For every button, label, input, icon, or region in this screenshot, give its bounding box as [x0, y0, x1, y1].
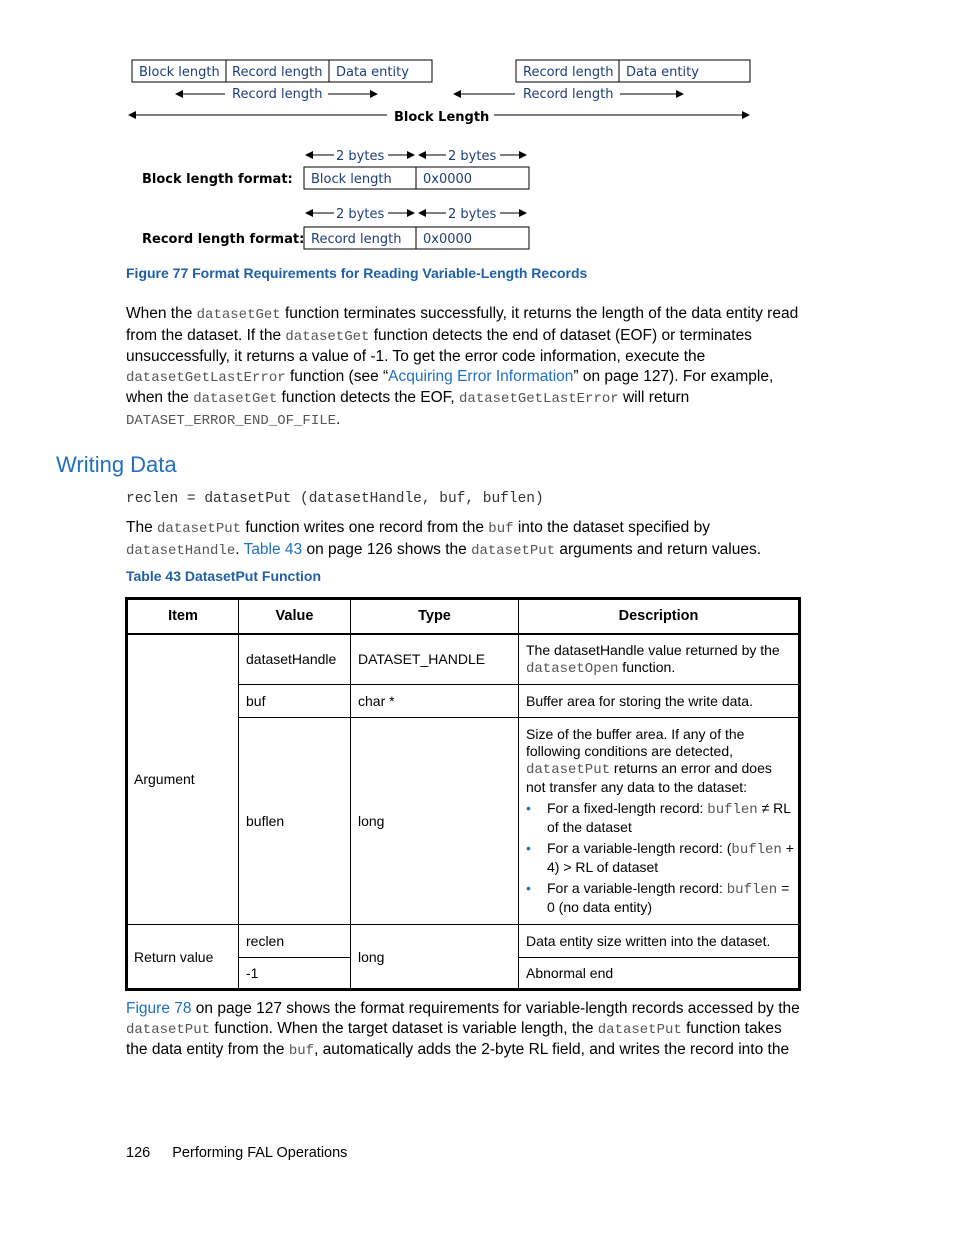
desc-reclen: Data entity size written into the dataset. [526, 933, 771, 949]
desc-buf: Buffer area for storing the write data. [526, 693, 753, 709]
block-format-cell-2: 0x0000 [423, 172, 473, 187]
desc-datasethandle: The datasetHandle value returned by the datasetOpen function. [526, 642, 780, 677]
type-long: long [358, 813, 385, 829]
item-return-value: Return value [134, 949, 214, 965]
header-description: Description [618, 608, 699, 624]
link-acquiring-error-information[interactable]: Acquiring Error Information [388, 367, 574, 385]
link-figure-78[interactable]: Figure 78 [126, 1000, 192, 1017]
box-record-length: Record length [232, 65, 323, 80]
record-format-cell-1: Record length [311, 232, 402, 247]
record-format-cell-2: 0x0000 [423, 232, 473, 247]
bytes-label-1b: 2 bytes [448, 149, 497, 164]
bytes-label-2a: 2 bytes [336, 207, 385, 222]
record-length-format-label: Record length format: [142, 232, 305, 247]
desc-buflen: Size of the buffer area. If any of the following conditions are detected, datasetPut returns an error and does not transfer any data to the dataset: • For a fixed-length record: buflen ≠ RL of the dataset • For a variable-length record: (buflen + 4) > RL of dataset • For a variable-length record: buflen = 0 (no data entity) [526, 726, 794, 916]
item-argument: Argument [134, 771, 195, 787]
value-datasethandle: datasetHandle [246, 651, 337, 667]
code-signature: reclen = datasetPut (datasetHandle, buf, buflen) [126, 491, 544, 507]
header-type: Type [418, 608, 451, 624]
paragraph-datasetget: When the datasetGet function terminates successfully, it returns the length of the data entity read from the dataset. If the datasetGet function detects the end of dataset (EOF) or terminates unsuccessfully, it returns a value of -1. To get the error code information, execute the datasetGetLastError function (see “Acquiring Error Information” on page 127). For example, when the datasetGet function detects the EOF, datasetGetLastError will return DATASET_ERROR_END_OF_FILE. [126, 305, 799, 429]
box-block-length: Block length [139, 65, 220, 80]
block-length-format-label: Block length format: [142, 172, 293, 187]
desc-abnormal-end: Abnormal end [526, 965, 614, 981]
bytes-label-1a: 2 bytes [336, 149, 385, 164]
value-buf: buf [246, 693, 266, 709]
bullet-variable-length-rl: • For a variable-length record: (buflen + 4) > RL of dataset [526, 840, 794, 876]
paragraph-datasetput: The datasetPut function writes one record from the buf into the dataset specified by datasetHandle. Table 43 on page 126 shows the datasetPut arguments and return values. [126, 519, 762, 559]
value-buflen: buflen [246, 813, 285, 829]
box-data-entity-right: Data entity [626, 65, 699, 80]
footer [126, 1145, 347, 1161]
type-long-return: long [358, 949, 385, 965]
header-item: Item [168, 608, 198, 624]
bullet-variable-length-zero: • For a variable-length record: buflen = 0 (no data entity) [526, 880, 794, 916]
value-reclen: reclen [246, 933, 285, 949]
bullet-fixed-length: • For a fixed-length record: buflen ≠ RL of the dataset [526, 800, 794, 836]
paragraph-figure-78: Figure 78 on page 127 shows the format requirements for variable-length records accessed by the datasetPut function. When the target dataset is variable length, the datasetPut function takes the data entity from the buf, automatically adds the 2-byte RL field, and writes the record into the [126, 1000, 800, 1059]
box-record-length-right: Record length [523, 65, 614, 80]
header-value: Value [275, 608, 314, 624]
type-dataset-handle: DATASET_HANDLE [358, 651, 486, 667]
record-length-label-left: Record length [232, 87, 323, 102]
bytes-label-2b: 2 bytes [448, 207, 497, 222]
figure-caption: Figure 77 Format Requirements for Reading Variable-Length Records [126, 265, 588, 281]
table-caption: Table 43 DatasetPut Function [126, 568, 321, 584]
block-format-cell-1: Block length [311, 172, 392, 187]
datasetput-table [125, 597, 801, 991]
record-length-label-right: Record length [523, 87, 614, 102]
type-char-pointer: char * [358, 693, 395, 709]
section-title: Writing Data [56, 452, 177, 477]
block-length-label: Block Length [394, 110, 490, 125]
link-table-43[interactable]: Table 43 [243, 540, 303, 558]
box-data-entity: Data entity [336, 65, 409, 80]
value-minus-one: -1 [246, 965, 259, 981]
format-diagram [0, 0, 954, 260]
footer-title: Performing FAL Operations [172, 1145, 348, 1161]
page-number: 126 [126, 1145, 151, 1161]
